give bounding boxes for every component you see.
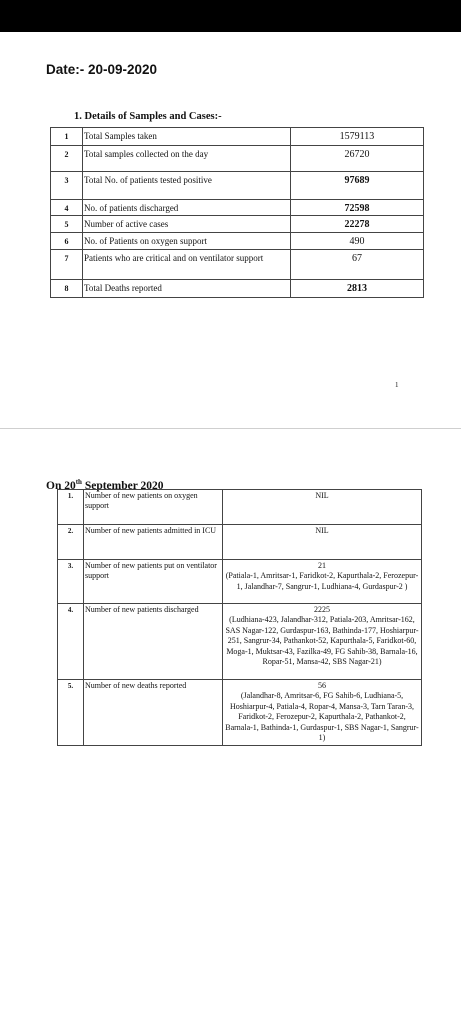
row-value: 67 [291, 250, 424, 280]
row-label: Number of new patients put on ventilator support [84, 560, 223, 604]
row-number: 7 [51, 250, 83, 280]
summary-table [50, 127, 424, 298]
row-label: Number of active cases [83, 216, 291, 233]
row-number: 4. [58, 604, 84, 680]
date-heading: Date:- 20-09-2020 [46, 62, 158, 77]
table-row [51, 200, 424, 216]
row-label: Patients who are critical and on ventilator support [83, 250, 291, 280]
table-row [51, 216, 424, 233]
row-value: 490 [291, 233, 424, 250]
row-number: 5. [58, 680, 84, 746]
table-row [51, 172, 424, 200]
table-row [58, 525, 422, 560]
row-value: 56 [318, 681, 326, 690]
row-detail: (Patiala-1, Amritsar-1, Faridkot-2, Kapurthala-2, Ferozepur-1, Jalandhar-7, Sangrur-1, Ludhiana-4, Gurdaspur-2 ) [225, 571, 419, 591]
section2-title-sup: th [75, 478, 82, 486]
row-label: Total samples collected on the day [83, 146, 291, 172]
row-value-cell [223, 490, 422, 525]
row-value-cell [223, 604, 422, 680]
row-number: 8 [51, 280, 83, 298]
row-value-cell [223, 680, 422, 746]
page-number: 1 [395, 381, 399, 389]
row-value: NIL [315, 491, 329, 500]
row-value: 2813 [291, 280, 424, 298]
row-value: 2225 [314, 605, 330, 614]
row-label: Total Deaths reported [83, 280, 291, 298]
row-label: Number of new patients discharged [84, 604, 223, 680]
row-value: 22278 [291, 216, 424, 233]
row-number: 5 [51, 216, 83, 233]
row-value: NIL [315, 526, 329, 535]
top-status-bar [0, 0, 461, 32]
row-number: 1 [51, 128, 83, 146]
table-row [51, 128, 424, 146]
row-number: 2 [51, 146, 83, 172]
row-value: 72598 [291, 200, 424, 216]
page-divider [0, 428, 461, 429]
row-value: 26720 [291, 146, 424, 172]
table-row [58, 604, 422, 680]
table-row [58, 680, 422, 746]
row-value: 1579113 [291, 128, 424, 146]
row-number: 3 [51, 172, 83, 200]
section2-title-prefix: On 20 [46, 479, 76, 492]
daily-table [57, 489, 422, 746]
row-value-cell [223, 525, 422, 560]
row-value-cell [223, 560, 422, 604]
row-value: 97689 [291, 172, 424, 200]
table-row [51, 280, 424, 298]
row-number: 1. [58, 490, 84, 525]
row-label: Number of new patients admitted in ICU [84, 525, 223, 560]
table-row [58, 560, 422, 604]
table-row [58, 490, 422, 525]
row-number: 2. [58, 525, 84, 560]
row-label: No. of patients discharged [83, 200, 291, 216]
row-number: 4 [51, 200, 83, 216]
table-row [51, 250, 424, 280]
row-detail: (Jalandhar-8, Amritsar-6, FG Sahib-6, Ludhiana-5, Hoshiarpur-4, Patiala-4, Ropar-4, Mansa-3, Tarn Taran-3, Faridkot-2, Ferozepur-2, Kapurthala-2, Pathankot-2, Barnala-1, Bathinda-1, Gurdaspur-1, SBS Nagar-1, Sangrur-1) [225, 691, 419, 742]
section2-title-suffix: September 2020 [81, 479, 164, 492]
section1-title: 1. Details of Samples and Cases:- [74, 111, 222, 122]
table-row [51, 233, 424, 250]
row-label: Total No. of patients tested positive [83, 172, 291, 200]
row-label: Total Samples taken [83, 128, 291, 146]
row-detail: (Ludhiana-423, Jalandhar-312, Patiala-203, Amritsar-162, SAS Nagar-122, Gurdaspur-163, Bathinda-177, Hoshiarpur-251, Sangrur-34, Pathankot-52, Kapurthala-5, Faridkot-60, Moga-1, Muktsar-43, Fazilka-49, FG Sahib-38, Barnala-16, Ropar-51, Mansa-42, SBS Nagar-21) [225, 615, 419, 666]
row-label: Number of new deaths reported [84, 680, 223, 746]
row-number: 3. [58, 560, 84, 604]
table-row [51, 146, 424, 172]
row-value: 21 [318, 561, 326, 570]
row-label: No. of Patients on oxygen support [83, 233, 291, 250]
row-number: 6 [51, 233, 83, 250]
row-label: Number of new patients on oxygen support [84, 490, 223, 525]
